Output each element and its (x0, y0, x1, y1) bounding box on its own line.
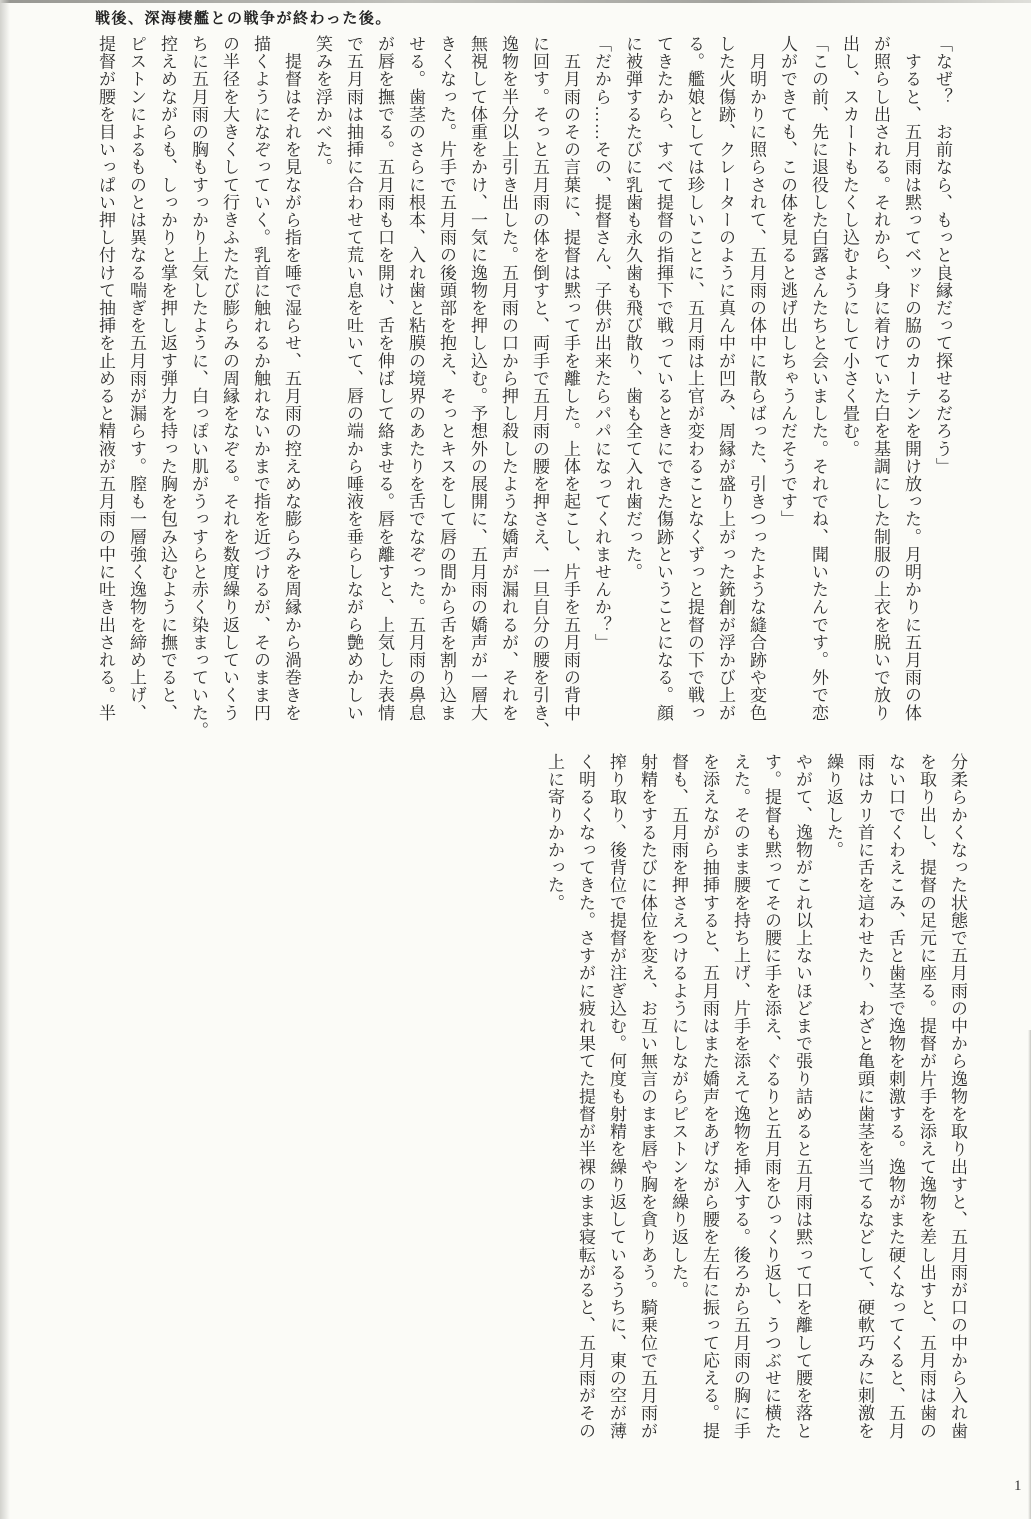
text-line: 描くようになぞっていく。乳首に触れるか触れないかまで指を近づけるが、そのまま円 (251, 35, 270, 722)
text-line: く明るくなってきた。さすがに疲れ果てた提督が半裸のまま寝転がると、五月雨がその (576, 753, 595, 1440)
text-line: 控えめながらも、しっかりと掌を押し返す弾力を持った胸を包み込むように撫でると、 (158, 35, 177, 722)
text-line: 督も、五月雨を押さえつけるようにしながらピストンを繰り返した。 (669, 753, 688, 1299)
scan-edge-top (0, 0, 1031, 3)
text-line: に被弾するたびに乳歯も永久歯も飛び散り、歯も全て入れ歯だった。 (623, 35, 642, 581)
page-number: 1 (1014, 1478, 1022, 1494)
text-line: の半径を大きくして行きふたたび膨らみの周縁をなぞる。それを数度繰り返していくう (220, 35, 239, 722)
text-line: ちに五月雨の胸もすっかり上気したように、白っぽい肌がうっすらと赤く染まっていた。 (189, 35, 208, 739)
text-line: ない口でくわえこみ、舌と歯茎で逸物を刺激する。逸物がまた硬くなってくると、五月 (886, 753, 905, 1440)
text-line: 無視して体重をかけ、一気に逸物を押し込む。予想外の展開に、五月雨の嬌声が一層大 (468, 35, 487, 722)
text-line: ピストンによるものとは異なる喘ぎを五月雨が漏らす。膣も一層強く逸物を締め上げ、 (127, 35, 146, 722)
text-line: すると、五月雨は黙ってベッドの脇のカーテンを開け放った。月明かりに五月雨の体 (902, 35, 921, 722)
text-line: えた。そのまま腰を持ち上げ、片手を添えて逸物を挿入する。後ろから五月雨の胸に手 (731, 753, 750, 1440)
text-line: 「なぜ？ お前なら、もっと良縁だって探せるだろう」 (933, 35, 952, 475)
text-line: 提督はそれを見ながら指を唾で湿らせ、五月雨の控えめな膨らみを周縁から渦巻きを (282, 35, 301, 722)
header-note: 戦後、深海棲艦との戦争が終わった後。 (95, 10, 392, 27)
text-line: 笑みを浮かべた。 (313, 35, 332, 176)
text-line: る。艦娘としては珍しいことに、五月雨は上官が変わることなくずっと提督の下で戦っ (685, 35, 704, 722)
text-line: 逸物を半分以上引き出した。五月雨の口から押し殺したような嬌声が漏れるが、それを (499, 35, 518, 722)
text-line: 「この前、先に退役した白露さんたちと会いました。それでね、聞いたんです。外で恋 (809, 35, 828, 722)
text-line: 射精をするたびに体位を変え、お互い無言のまま唇や胸を貪りあう。騎乗位で五月雨が (638, 753, 657, 1440)
text-line: 分柔らかくなった状態で五月雨の中から逸物を取り出すと、五月雨が口の中から入れ歯 (948, 753, 967, 1440)
text-line: 五月雨のその言葉に、提督は黙って手を離した。上体を起こし、片手を五月雨の背中 (561, 35, 580, 722)
text-line: 出し、スカートもたくし込むようにして小さく畳む。 (840, 35, 859, 458)
text-line: で五月雨は抽挿に合わせて荒い息を吐いて、唇の端から唾液を垂らしながら艶めかしい (344, 35, 363, 722)
text-line: 月明かりに照らされて、五月雨の体中に散らばった、引きつったような縫合跡や変色 (747, 35, 766, 722)
text-line: 人ができても、この体を見ると逃げ出しちゃうんだそうです」 (778, 35, 797, 528)
text-line: を添えながら抽挿すると、五月雨はまた嬌声をあげながら腰を左右に振って応える。提 (700, 753, 719, 1440)
text-line: した火傷跡、クレーターのように真ん中が凹み、周縁が盛り上がった銃創が浮かび上が (716, 35, 735, 722)
text-line: 繰り返した。 (824, 753, 843, 859)
text-line: やがて、逸物がこれ以上ないほどまで張り詰めると五月雨は黙って口を離して腰を落と (793, 753, 812, 1440)
text-line: 上に寄りかかった。 (545, 753, 564, 912)
text-line: 搾り取り、後背位で提督が注ぎ込む。何度も射精を繰り返しているうちに、東の空が薄 (607, 753, 626, 1440)
text-line: せる。歯茎のさらに根本、入れ歯と粘膜の境界のあたりを舌でなぞった。五月雨の鼻息 (406, 35, 425, 722)
lower-text-block (539, 753, 973, 1469)
text-line: 「だから……その、提督さん、子供が出来たらパパになってくれませんか？」 (592, 35, 611, 651)
text-line: きくなった。片手で五月雨の後頭部を抱え、そっとキスをして唇の間から舌を割り込ま (437, 35, 456, 722)
text-line: を取り出し、提督の足元に座る。提督が片手を添えて逸物を差し出すと、五月雨は歯の (917, 753, 936, 1440)
text-line: 提督が腰を目いっぱい押し付けて抽挿を止めると精液が五月雨の中に吐き出される。半 (96, 35, 115, 722)
text-line: が照らし出される。それから、身に着けていた白を基調にした制服の上衣を脱いで放り (871, 35, 890, 722)
scan-edge-left (0, 0, 10, 1519)
text-line: 雨はカリ首に舌を這わせたり、わざと亀頭に歯茎を当てるなどして、硬軟巧みに刺激を (855, 753, 874, 1440)
text-line: す。提督も黙ってその腰に手を添え、ぐるりと五月雨をひっくり返し、うつぶせに横た (762, 753, 781, 1440)
text-line: てきたから、すべて提督の指揮下で戦っているときにできた傷跡ということになる。顔 (654, 35, 673, 722)
text-line: に回す。そっと五月雨の体を倒すと、両手で五月雨の腰を押さえ、一旦自分の腰を引き、 (530, 35, 549, 739)
text-line: が唇を撫でる。五月雨も口を開け、舌を伸ばして絡ませる。唇を離すと、上気した表情 (375, 35, 394, 722)
upper-text-block (90, 35, 958, 751)
